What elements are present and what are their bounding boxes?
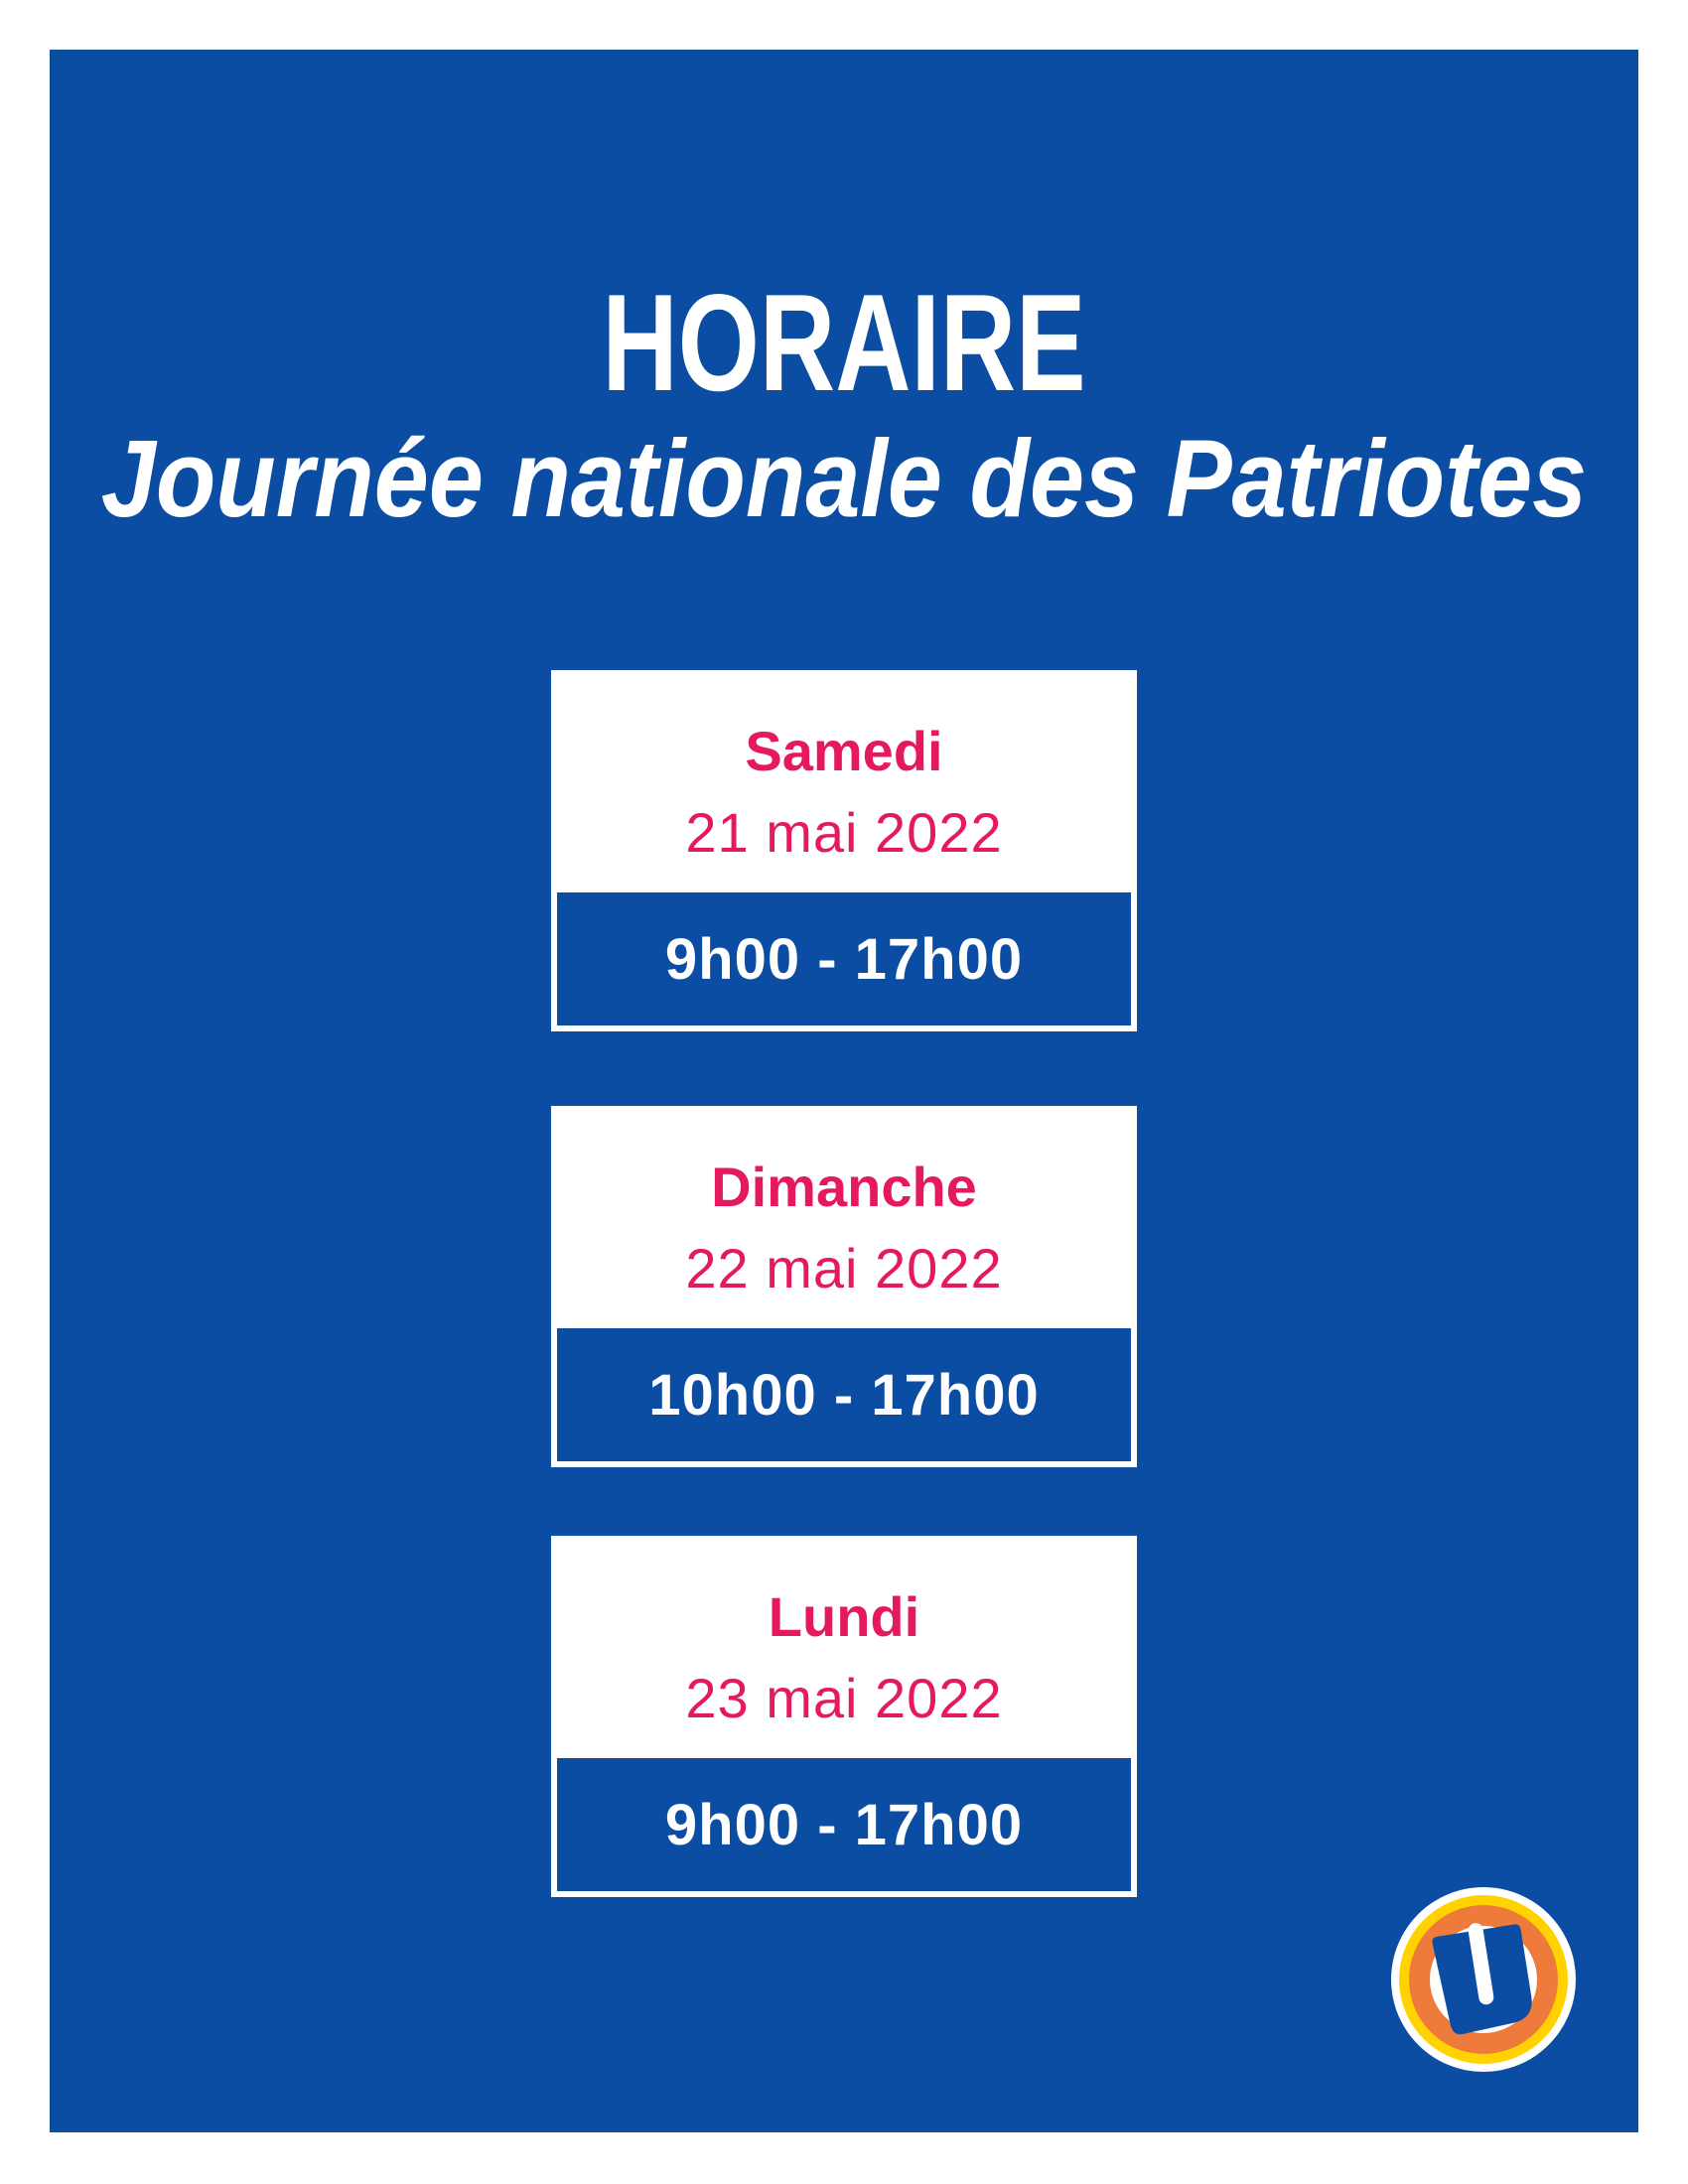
hours-bar bbox=[557, 1758, 1131, 1891]
schedule-card-monday bbox=[551, 1536, 1137, 1897]
hours-label: 10h00 - 17h00 bbox=[648, 1362, 1040, 1428]
schedule-card-saturday bbox=[551, 670, 1137, 1031]
day-label: Lundi bbox=[768, 1585, 920, 1648]
date-label: 21 mai 2022 bbox=[685, 801, 1003, 864]
hours-label: 9h00 - 17h00 bbox=[664, 1792, 1024, 1857]
hours-label: 9h00 - 17h00 bbox=[664, 926, 1024, 992]
day-label: Samedi bbox=[745, 720, 943, 782]
schedule-card-sunday bbox=[551, 1106, 1137, 1467]
u-brand-logo-icon bbox=[1384, 1880, 1583, 2079]
date-label: 22 mai 2022 bbox=[685, 1237, 1003, 1299]
hours-bar bbox=[557, 892, 1131, 1025]
page-title: HORAIRE bbox=[602, 266, 1086, 420]
hours-bar bbox=[557, 1328, 1131, 1461]
page-subtitle: Journée nationale des Patriotes bbox=[100, 418, 1588, 540]
day-label: Dimanche bbox=[711, 1156, 977, 1218]
date-label: 23 mai 2022 bbox=[685, 1667, 1003, 1729]
